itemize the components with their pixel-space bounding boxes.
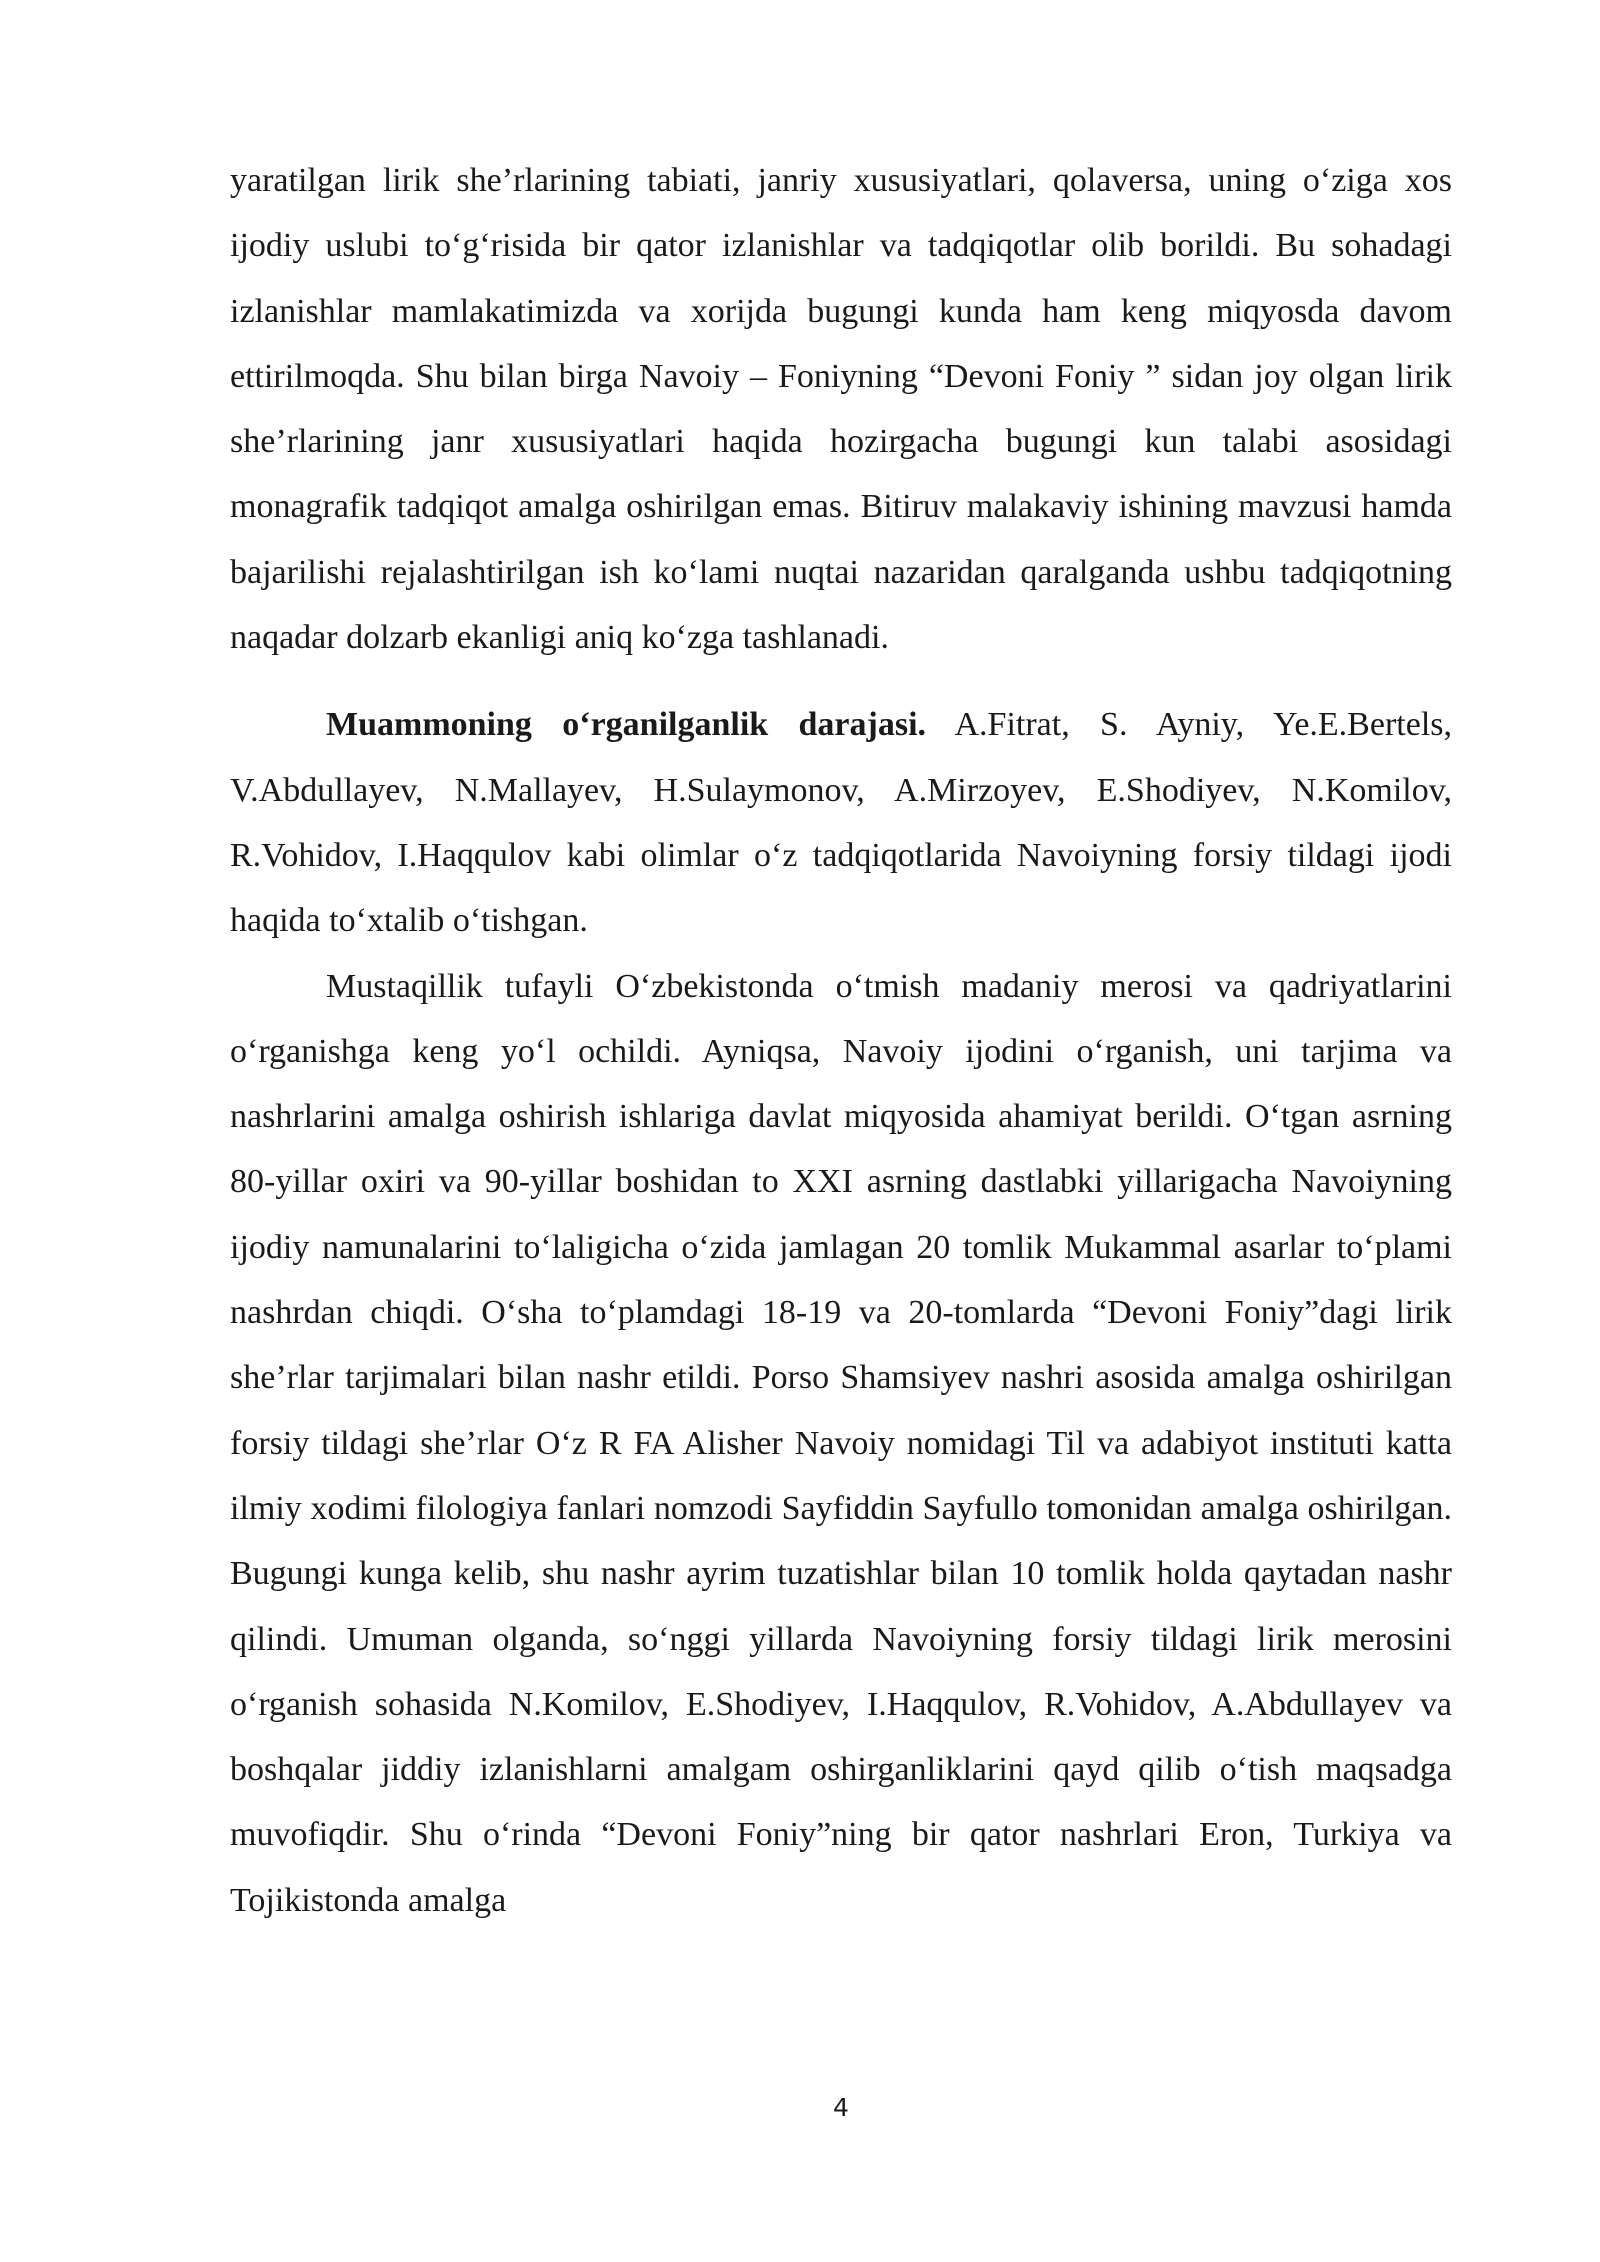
section-heading: Muammoning o‘rganilganlik darajasi. [326,706,927,744]
paragraph-intro-text: yaratilgan lirik she’rlarining tabiati, janriy xususiyatlari, qolaversa, uning o‘ziga xos ijodiy uslubi to‘g‘risida bir qator izlanishlar va tadqiqotlar olib borildi. Bu sohadagi izlanishlar mamlakatimizda va xorijda bugungi kunda ham keng miqyosda davom ettirilmoqda. Shu bilan birga Navoiy – Foniyning “Devoni Foniy ” sidan joy olgan lirik she’rlarining janr xususiyatlari haqida hozirgacha bugungi kun talabi asosidagi monagrafik tadqiqot amalga oshirilgan emas. Bitiruv malakaviy ishining mavzusi hamda bajarilishi rejalashtirilgan ish ko‘lami nuqtai nazaridan qaralganda ushbu tadqiqotning naqadar dolzarb ekanligi aniq ko‘zga tashlanadi. [230,162,1452,657]
paragraph-independence [230,954,1452,1933]
page-number: 4 [833,2093,849,2122]
paragraph-independence-text: Mustaqillik tufayli O‘zbekistonda o‘tmish madaniy merosi va qadriyatlarini o‘rganishga keng yo‘l ochildi. Ayniqsa, Navoiy ijodini o‘rganish, uni tarjima va nashrlarini amalga oshirish ishlariga davlat miqyosida ahamiyat berildi. O‘tgan asrning 80-yillar oxiri va 90-yillar boshidan to XXI asrning dastlabki yillarigacha Navoiyning ijodiy namunalarini to‘laligicha o‘zida jamlagan 20 tomlik Mukammal asarlar to‘plami nashrdan chiqdi. O‘sha to‘plamdagi 18-19 va 20-tomlarda “Devoni Foniy”dagi lirik she’rlar tarjimalari bilan nashr etildi. Porso Shamsiyev nashri asosida amalga oshirilgan forsiy tildagi she’rlar O‘z R FA Alisher Navoiy nomidagi Til va adabiyot instituti katta ilmiy xodimi filologiya fanlari nomzodi Sayfiddin Sayfullo tomonidan amalga oshirilgan. Bugungi kunga kelib, shu nashr ayrim tuzatishlar bilan 10 tomlik holda qaytadan nashr qilindi. Umuman olganda, so‘nggi yillarda Navoiyning forsiy tildagi lirik merosini o‘rganish sohasida N.Komilov, E.Shodiyev, I.Haqqulov, R.Vohidov, A.Abdullayev va boshqalar jiddiy izlanishlarni amalgam oshirganliklarini qayd qilib o‘tish maqsadga muvofiqdir. Shu o‘rinda “Devoni Foniy”ning bir qator nashrlari Eron, Turkiya va Tojikistonda amalga [230,967,1452,1919]
paragraph-intro [230,148,1452,670]
page-body [230,148,1452,1933]
paragraph-research-degree-text: A.Fitrat, S. Ayniy, Ye.E.Bertels, V.Abdullayev, N.Mallayev, H.Sulaymonov, A.Mirzoyev, E.Shodiyev, N.Komilov, R.Vohidov, I.Haqqulov kabi olimlar o‘z tadqiqotlarida Navoiyning forsiy tildagi ijodi haqida to‘xtalib o‘tishgan. [230,706,1452,940]
paragraph-research-degree [230,692,1452,953]
